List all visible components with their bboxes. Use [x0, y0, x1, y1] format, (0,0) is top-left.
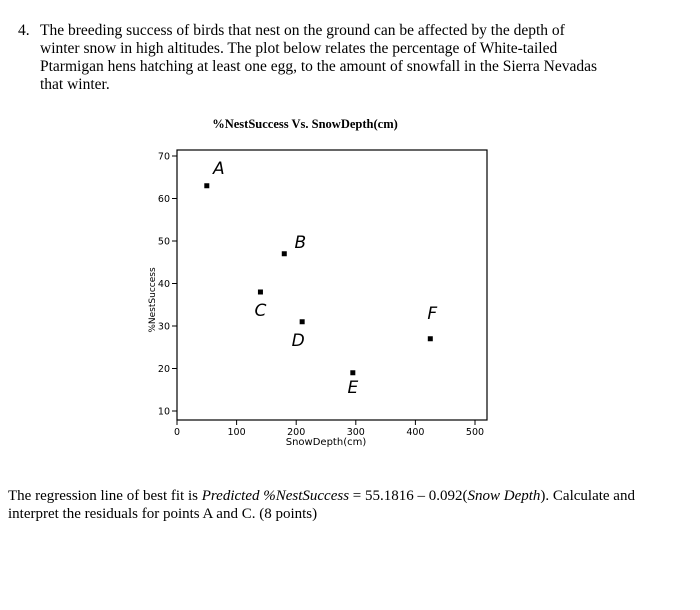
data-point [282, 251, 287, 256]
regression-lhs: Predicted %NestSuccess [201, 488, 350, 504]
x-axis-label: SnowDepth(cm) [285, 437, 367, 448]
y-tick-label: 20 [157, 364, 170, 375]
plot-frame [177, 150, 487, 420]
regression-suffix: ). Calculate and interpret the residuals for points A and C. (8 points) [8, 488, 635, 522]
point-label: D [291, 330, 305, 351]
y-tick-label: 10 [157, 406, 170, 418]
point-label: C [254, 301, 267, 321]
regression-var: Snow Depth [467, 488, 541, 504]
chart-title: %NestSuccess Vs. SnowDepth(cm) [212, 117, 398, 131]
y-tick-label: 40 [157, 279, 170, 290]
scatter-chart [135, 140, 495, 460]
data-point [204, 183, 209, 188]
question [18, 22, 598, 94]
point-label: A [212, 158, 225, 179]
point-label: B [294, 232, 307, 253]
x-tick-label: 500 [465, 427, 485, 438]
x-tick-label: 0 [173, 427, 181, 438]
data-point [350, 370, 355, 375]
point-label: F [427, 303, 438, 324]
x-tick-label: 200 [287, 427, 306, 438]
y-axis-label: %NestSuccess [148, 267, 158, 333]
data-point [258, 290, 263, 295]
question-text: The breeding success of birds that nest on the ground can be affected by the depth of winter snow in high altitudes. The plot below relates the percentage of White-tailed Ptarmigan hens hatching at least one egg, to the amount of snowfall in the Sierra Nevadas that winter. [40, 22, 597, 93]
y-tick-label: 70 [157, 151, 170, 163]
x-tick-label: 300 [346, 427, 365, 438]
regression-prefix: The regression line of best fit is [8, 488, 202, 504]
x-tick-label: 400 [406, 427, 425, 438]
y-tick-label: 50 [157, 236, 170, 248]
x-tick-label: 100 [227, 427, 246, 438]
point-label: E [347, 377, 359, 398]
regression-text [8, 487, 678, 523]
data-point [428, 336, 433, 341]
question-number: 4. [18, 22, 30, 39]
regression-middle: = 55.1816 – 0.092( [349, 488, 468, 504]
data-point [300, 319, 305, 324]
y-tick-label: 30 [157, 321, 170, 333]
y-tick-label: 60 [157, 194, 170, 205]
